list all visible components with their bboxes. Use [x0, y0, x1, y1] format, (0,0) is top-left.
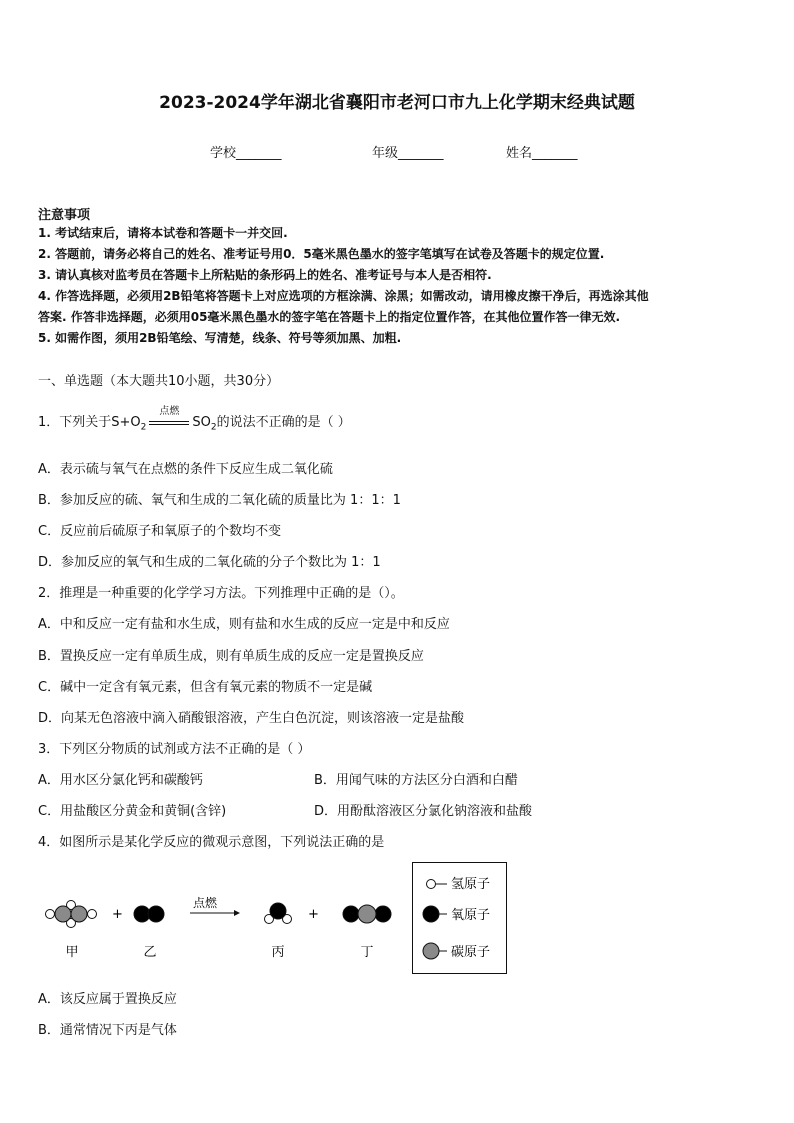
- grade-field: [372, 142, 444, 161]
- school-blank: _______: [236, 146, 282, 161]
- q3-option-a: A．用水区分氯化钙和碳酸钙: [38, 773, 203, 788]
- label-ding: 丁: [360, 945, 374, 960]
- page-title: 2023-2024学年湖北省襄阳市老河口市九上化学期末经典试题: [159, 93, 635, 113]
- label-jia: 甲: [65, 945, 79, 960]
- label-bing: 丙: [271, 945, 285, 960]
- q1-option-d: D．参加反应的氧气和生成的二氧化硫的分子个数比为 1：1: [38, 555, 381, 570]
- name-blank: _______: [532, 146, 578, 161]
- q4-option-a: A．该反应属于置换反应: [38, 992, 177, 1007]
- school-label: 学校: [210, 146, 237, 161]
- notes-heading: 注意事项: [38, 208, 91, 223]
- grade-blank: _______: [398, 146, 444, 161]
- molecule-diagram: [36, 885, 406, 965]
- q2-option-c: C．碱中一定含有氧元素，但含有氧元素的物质不一定是碱: [38, 680, 373, 695]
- oxygen-atom: [148, 906, 164, 922]
- legend-graphic: [413, 863, 506, 973]
- hydrogen-atom: [46, 910, 55, 919]
- carbon-atom: [71, 906, 87, 922]
- q1-prefix: 1．下列关于: [38, 415, 112, 430]
- grade-label: 年级: [372, 146, 399, 161]
- q1-option-a: A．表示硫与氧气在点燃的条件下反应生成二氧化硫: [38, 462, 333, 477]
- reaction-condition: 点燃: [159, 405, 180, 417]
- q1-product: SO: [192, 415, 211, 430]
- carbon-atom: [55, 906, 71, 922]
- q1-reactant-sub: 2: [140, 422, 147, 433]
- q1-option-c: C．反应前后硫原子和氧原子的个数均不变: [38, 524, 282, 539]
- note-item: 1. 考试结束后，请将本试卷和答题卡一并交回.: [38, 226, 288, 240]
- q1-product-sub: 2: [210, 422, 217, 433]
- q1-option-b: B．参加反应的硫、氧气和生成的二氧化硫的质量比为 1：1：1: [38, 493, 401, 508]
- plus-sign: +: [112, 907, 123, 922]
- question-4-stem: 4．如图所示是某化学反应的微观示意图，下列说法正确的是: [38, 835, 385, 850]
- note-item: 2. 答题前，请务必将自己的姓名、准考证号用0．5毫米黑色墨水的签字笔填写在试卷及答题卡的规定位置.: [38, 247, 605, 261]
- q2-option-d: D．向某无色溶液中滴入硝酸银溶液，产生白色沉淀，则该溶液一定是盐酸: [38, 711, 465, 726]
- q2-option-a: A．中和反应一定有盐和水生成，则有盐和水生成的反应一定是中和反应: [38, 617, 450, 632]
- carbon-atom: [358, 905, 376, 923]
- arrow-condition: 点燃: [193, 896, 218, 910]
- q3-option-c: C．用盐酸区分黄金和黄铜(含锌): [38, 804, 227, 819]
- plus-sign: +: [308, 907, 319, 922]
- hydrogen-legend-icon: [427, 880, 436, 889]
- q4-option-b: B．通常情况下丙是气体: [38, 1023, 177, 1038]
- question-2-stem: 2．推理是一种重要的化学学习方法。下列推理中正确的是（）。: [38, 586, 404, 601]
- reaction-arrowhead: [234, 910, 240, 916]
- oxygen-atom: [270, 903, 286, 919]
- question-3-stem: 3．下列区分物质的试剂或方法不正确的是（ ）: [38, 742, 311, 757]
- molecule-ding: [343, 905, 391, 923]
- q3-option-d: D．用酚酞溶液区分氯化钠溶液和盐酸: [314, 804, 533, 819]
- q3-option-b: B．用闻气味的方法区分白酒和白醋: [314, 773, 518, 788]
- note-item: 3. 请认真核对监考员在答题卡上所粘贴的条形码上的姓名、准考证号与本人是否相符.: [38, 268, 492, 282]
- oxygen-atom: [375, 906, 391, 922]
- hydrogen-atom: [88, 910, 97, 919]
- name-label: 姓名: [506, 146, 533, 161]
- label-yi: 乙: [143, 945, 157, 960]
- note-item: 答案. 作答非选择题，必须用05毫米黑色墨水的签字笔在答题卡上的指定位置作答，在其他位置作答一律无效.: [38, 310, 620, 324]
- molecule-jia: [46, 901, 97, 928]
- question-1-stem: [38, 405, 351, 433]
- reaction-arrow: [146, 405, 192, 431]
- note-item: 5. 如需作图，须用2B铅笔绘、写清楚，线条、符号等须加黑、加粗.: [38, 331, 402, 345]
- note-item: 4. 作答选择题，必须用2B铅笔将答题卡上对应选项的方框涂满、涂黑；如需改动，请用橡皮擦干净后，再选涂其他: [38, 289, 649, 303]
- legend-carbon: 碳原子: [451, 945, 491, 960]
- section-heading: 一、单选题（本大题共10小题，共30分）: [38, 374, 280, 389]
- school-field: [210, 142, 282, 161]
- q2-option-b: B．置换反应一定有单质生成，则有单质生成的反应一定是置换反应: [38, 649, 424, 664]
- molecule-yi: [134, 906, 164, 922]
- legend-hydrogen: 氢原子: [451, 877, 491, 892]
- carbon-legend-icon: [423, 943, 439, 959]
- name-field: [506, 142, 578, 161]
- q1-suffix: 的说法不正确的是（ ）: [216, 415, 351, 430]
- atom-legend: [412, 862, 507, 974]
- molecule-bing: [265, 903, 292, 924]
- oxygen-legend-icon: [423, 906, 439, 922]
- legend-oxygen: 氧原子: [451, 908, 491, 923]
- q1-reactants: S+O: [111, 415, 141, 430]
- oxygen-atom: [343, 906, 359, 922]
